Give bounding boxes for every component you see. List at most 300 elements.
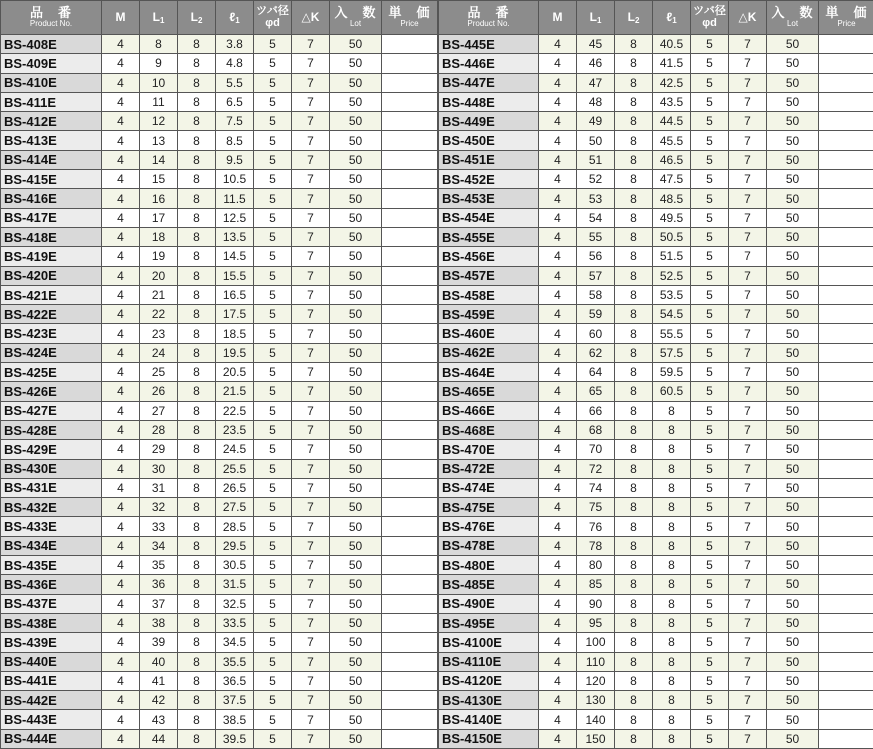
table-row — [1, 189, 438, 208]
product-no-cell: BS-431E — [1, 478, 102, 497]
lot-cell: 50 — [767, 35, 819, 54]
k-cell: 7 — [292, 652, 330, 671]
m-cell: 4 — [539, 363, 577, 382]
table-row — [439, 420, 873, 439]
price-cell — [382, 150, 438, 169]
k-cell: 7 — [729, 208, 767, 227]
lot-cell: 50 — [330, 613, 382, 632]
l1-cell: 17 — [140, 208, 178, 227]
l2-cell: 8 — [615, 536, 653, 555]
l2-cell: 8 — [615, 54, 653, 73]
product-no-cell: BS-445E — [439, 35, 539, 54]
m-cell: 4 — [102, 517, 140, 536]
lot-cell: 50 — [767, 112, 819, 131]
l1-cell: 46 — [577, 54, 615, 73]
ell1-cell: 38.5 — [216, 710, 254, 729]
price-cell — [382, 633, 438, 652]
l1-cell: 59 — [577, 305, 615, 324]
l1-cell: 26 — [140, 382, 178, 401]
table-row — [439, 150, 873, 169]
flange-diameter-cell: 5 — [254, 633, 292, 652]
flange-diameter-cell: 5 — [254, 575, 292, 594]
l2-cell: 8 — [615, 478, 653, 497]
k-cell: 7 — [729, 324, 767, 343]
k-cell: 7 — [729, 343, 767, 362]
l1-cell: 31 — [140, 478, 178, 497]
ell1-cell: 4.8 — [216, 54, 254, 73]
price-cell — [382, 517, 438, 536]
lot-cell: 50 — [330, 112, 382, 131]
k-cell: 7 — [729, 131, 767, 150]
lot-cell: 50 — [330, 652, 382, 671]
ell1-cell: 18.5 — [216, 324, 254, 343]
k-cell: 7 — [292, 170, 330, 189]
flange-diameter-cell: 5 — [254, 517, 292, 536]
table-row — [1, 440, 438, 459]
l2-cell: 8 — [178, 691, 216, 710]
flange-diameter-cell: 5 — [691, 401, 729, 420]
lot-cell: 50 — [767, 671, 819, 690]
price-cell — [382, 613, 438, 632]
k-cell: 7 — [292, 324, 330, 343]
product-no-cell: BS-427E — [1, 401, 102, 420]
lot-cell: 50 — [330, 285, 382, 304]
header-product-jp: 品 番 — [29, 5, 72, 21]
product-no-cell: BS-412E — [1, 112, 102, 131]
l1-cell: 76 — [577, 517, 615, 536]
product-no-cell: BS-480E — [439, 556, 539, 575]
l2-cell: 8 — [178, 671, 216, 690]
header-ell1: ℓ$_1$ — [216, 1, 254, 35]
m-cell: 4 — [539, 227, 577, 246]
table-row — [439, 35, 873, 54]
ell1-cell: 37.5 — [216, 691, 254, 710]
ell1-cell: 31.5 — [216, 575, 254, 594]
m-cell: 4 — [102, 324, 140, 343]
l1-cell: 28 — [140, 420, 178, 439]
ell1-cell: 14.5 — [216, 247, 254, 266]
price-cell — [382, 594, 438, 613]
ell1-cell: 20.5 — [216, 363, 254, 382]
header-k: △K — [729, 1, 767, 35]
l2-cell: 8 — [615, 35, 653, 54]
l2-cell: 8 — [615, 305, 653, 324]
m-cell: 4 — [539, 498, 577, 517]
l1-cell: 58 — [577, 285, 615, 304]
price-cell — [382, 652, 438, 671]
flange-diameter-cell: 5 — [691, 112, 729, 131]
l2-cell: 8 — [615, 633, 653, 652]
ell1-cell: 40.5 — [653, 35, 691, 54]
price-cell — [382, 498, 438, 517]
product-no-cell: BS-410E — [1, 73, 102, 92]
table-row — [439, 517, 873, 536]
l2-cell: 8 — [178, 189, 216, 208]
m-cell: 4 — [102, 691, 140, 710]
spec-table-right — [438, 0, 873, 749]
price-cell — [819, 73, 873, 92]
m-cell: 4 — [539, 92, 577, 111]
ell1-cell: 39.5 — [216, 729, 254, 748]
ell1-cell: 41.5 — [653, 54, 691, 73]
product-no-cell: BS-490E — [439, 594, 539, 613]
m-cell: 4 — [102, 613, 140, 632]
k-cell: 7 — [729, 73, 767, 92]
k-cell: 7 — [729, 613, 767, 632]
lot-cell: 50 — [767, 247, 819, 266]
flange-diameter-cell: 5 — [691, 575, 729, 594]
price-cell — [819, 671, 873, 690]
flange-diameter-cell: 5 — [254, 92, 292, 111]
flange-diameter-cell: 5 — [254, 594, 292, 613]
l2-cell: 8 — [615, 594, 653, 613]
lot-cell: 50 — [767, 498, 819, 517]
l2-cell: 8 — [178, 305, 216, 324]
table-row — [1, 498, 438, 517]
m-cell: 4 — [539, 710, 577, 729]
lot-cell: 50 — [330, 170, 382, 189]
price-cell — [382, 208, 438, 227]
lot-cell: 50 — [767, 691, 819, 710]
table-header — [1, 1, 438, 35]
k-cell: 7 — [292, 498, 330, 517]
l1-cell: 25 — [140, 363, 178, 382]
flange-diameter-cell: 5 — [254, 266, 292, 285]
k-cell: 7 — [729, 112, 767, 131]
price-cell — [819, 613, 873, 632]
k-cell: 7 — [292, 73, 330, 92]
l1-cell: 41 — [140, 671, 178, 690]
header-l2: $L_2$ — [178, 1, 216, 35]
product-no-cell: BS-421E — [1, 285, 102, 304]
lot-cell: 50 — [330, 556, 382, 575]
l1-cell: 39 — [140, 633, 178, 652]
k-cell: 7 — [292, 440, 330, 459]
l1-cell: 19 — [140, 247, 178, 266]
price-cell — [819, 440, 873, 459]
ell1-cell: 8 — [653, 498, 691, 517]
flange-diameter-cell: 5 — [691, 92, 729, 111]
m-cell: 4 — [539, 150, 577, 169]
k-cell: 7 — [292, 92, 330, 111]
price-cell — [382, 343, 438, 362]
k-cell: 7 — [292, 613, 330, 632]
table-row — [439, 247, 873, 266]
ell1-cell: 32.5 — [216, 594, 254, 613]
table-row — [439, 691, 873, 710]
lot-cell: 50 — [767, 517, 819, 536]
ell1-cell: 8 — [653, 575, 691, 594]
ell1-cell: 45.5 — [653, 131, 691, 150]
l1-cell: 62 — [577, 343, 615, 362]
price-cell — [819, 170, 873, 189]
flange-diameter-cell: 5 — [254, 112, 292, 131]
flange-diameter-cell: 5 — [254, 710, 292, 729]
price-cell — [819, 652, 873, 671]
ell1-cell: 8 — [653, 729, 691, 748]
product-no-cell: BS-426E — [1, 382, 102, 401]
product-no-cell: BS-466E — [439, 401, 539, 420]
table-row — [1, 363, 438, 382]
ell1-cell: 26.5 — [216, 478, 254, 497]
ell1-cell: 10.5 — [216, 170, 254, 189]
product-no-cell: BS-433E — [1, 517, 102, 536]
lot-cell: 50 — [767, 305, 819, 324]
m-cell: 4 — [102, 247, 140, 266]
price-cell — [819, 247, 873, 266]
table-row — [1, 247, 438, 266]
k-cell: 7 — [292, 150, 330, 169]
flange-diameter-cell: 5 — [254, 420, 292, 439]
table-row — [439, 671, 873, 690]
product-no-cell: BS-434E — [1, 536, 102, 555]
k-cell: 7 — [729, 440, 767, 459]
flange-diameter-cell: 5 — [254, 691, 292, 710]
l2-cell: 8 — [178, 517, 216, 536]
product-no-cell: BS-4110E — [439, 652, 539, 671]
table-row — [1, 517, 438, 536]
lot-cell: 50 — [330, 671, 382, 690]
l1-cell: 44 — [140, 729, 178, 748]
l2-cell: 8 — [615, 170, 653, 189]
l1-cell: 48 — [577, 92, 615, 111]
flange-diameter-cell: 5 — [691, 266, 729, 285]
flange-diameter-cell: 5 — [254, 498, 292, 517]
l1-cell: 15 — [140, 170, 178, 189]
table-row — [439, 729, 873, 748]
lot-cell: 50 — [330, 382, 382, 401]
ell1-cell: 43.5 — [653, 92, 691, 111]
l1-cell: 21 — [140, 285, 178, 304]
k-cell: 7 — [729, 691, 767, 710]
lot-cell: 50 — [767, 208, 819, 227]
table-row — [439, 556, 873, 575]
table-row — [439, 131, 873, 150]
price-cell — [382, 459, 438, 478]
ell1-cell: 51.5 — [653, 247, 691, 266]
k-cell: 7 — [729, 671, 767, 690]
l2-cell: 8 — [615, 227, 653, 246]
l1-cell: 33 — [140, 517, 178, 536]
table-row — [1, 112, 438, 131]
l1-cell: 47 — [577, 73, 615, 92]
l1-cell: 80 — [577, 556, 615, 575]
l2-cell: 8 — [178, 420, 216, 439]
product-no-cell: BS-4130E — [439, 691, 539, 710]
table-row — [1, 729, 438, 748]
flange-diameter-cell: 5 — [691, 652, 729, 671]
price-cell — [819, 691, 873, 710]
l1-cell: 37 — [140, 594, 178, 613]
lot-cell: 50 — [767, 401, 819, 420]
product-no-cell: BS-472E — [439, 459, 539, 478]
m-cell: 4 — [102, 401, 140, 420]
l2-cell: 8 — [178, 150, 216, 169]
m-cell: 4 — [102, 382, 140, 401]
lot-cell: 50 — [767, 170, 819, 189]
price-cell — [382, 54, 438, 73]
l2-cell: 8 — [615, 131, 653, 150]
flange-diameter-cell: 5 — [254, 131, 292, 150]
l1-cell: 57 — [577, 266, 615, 285]
k-cell: 7 — [729, 35, 767, 54]
l1-cell: 20 — [140, 266, 178, 285]
flange-diameter-cell: 5 — [254, 613, 292, 632]
l1-cell: 95 — [577, 613, 615, 632]
flange-diameter-cell: 5 — [254, 73, 292, 92]
l2-cell: 8 — [615, 517, 653, 536]
lot-cell: 50 — [767, 382, 819, 401]
product-no-cell: BS-418E — [1, 227, 102, 246]
ell1-cell: 28.5 — [216, 517, 254, 536]
table-row — [1, 170, 438, 189]
product-no-cell: BS-444E — [1, 729, 102, 748]
ell1-cell: 42.5 — [653, 73, 691, 92]
table-row — [1, 671, 438, 690]
flange-diameter-cell: 5 — [254, 208, 292, 227]
l2-cell: 8 — [615, 324, 653, 343]
m-cell: 4 — [539, 652, 577, 671]
price-cell — [819, 594, 873, 613]
lot-cell: 50 — [767, 363, 819, 382]
table-row — [1, 266, 438, 285]
l2-cell: 8 — [615, 401, 653, 420]
m-cell: 4 — [539, 420, 577, 439]
l1-cell: 56 — [577, 247, 615, 266]
price-cell — [819, 208, 873, 227]
lot-cell: 50 — [767, 440, 819, 459]
l1-cell: 110 — [577, 652, 615, 671]
flange-diameter-cell: 5 — [691, 478, 729, 497]
ell1-cell: 8 — [653, 536, 691, 555]
m-cell: 4 — [539, 35, 577, 54]
l1-cell: 32 — [140, 498, 178, 517]
ell1-cell: 8 — [653, 652, 691, 671]
product-no-cell: BS-451E — [439, 150, 539, 169]
l2-cell: 8 — [178, 556, 216, 575]
table-row — [1, 459, 438, 478]
table-row — [439, 363, 873, 382]
l2-cell: 8 — [615, 92, 653, 111]
lot-cell: 50 — [767, 285, 819, 304]
table-row — [439, 266, 873, 285]
flange-diameter-cell: 5 — [691, 150, 729, 169]
table-row — [439, 710, 873, 729]
lot-cell: 50 — [330, 73, 382, 92]
ell1-cell: 8 — [653, 401, 691, 420]
l1-cell: 24 — [140, 343, 178, 362]
l1-cell: 70 — [577, 440, 615, 459]
product-no-cell: BS-4120E — [439, 671, 539, 690]
k-cell: 7 — [292, 517, 330, 536]
m-cell: 4 — [102, 652, 140, 671]
l1-cell: 75 — [577, 498, 615, 517]
header-product-no: 品 番 Product No. — [439, 1, 539, 35]
flange-diameter-cell: 5 — [691, 671, 729, 690]
lot-cell: 50 — [767, 575, 819, 594]
ell1-cell: 57.5 — [653, 343, 691, 362]
l2-cell: 8 — [178, 633, 216, 652]
l2-cell: 8 — [615, 671, 653, 690]
m-cell: 4 — [102, 170, 140, 189]
price-cell — [382, 35, 438, 54]
product-no-cell: BS-495E — [439, 613, 539, 632]
flange-diameter-cell: 5 — [691, 343, 729, 362]
flange-diameter-cell: 5 — [691, 710, 729, 729]
lot-cell: 50 — [767, 478, 819, 497]
flange-diameter-cell: 5 — [691, 35, 729, 54]
l1-cell: 53 — [577, 189, 615, 208]
flange-diameter-cell: 5 — [691, 420, 729, 439]
price-cell — [382, 729, 438, 748]
l1-cell: 13 — [140, 131, 178, 150]
k-cell: 7 — [729, 92, 767, 111]
price-cell — [382, 131, 438, 150]
table-row — [1, 536, 438, 555]
header-l2: $L_2$ — [615, 1, 653, 35]
table-row — [1, 285, 438, 304]
table-row — [439, 170, 873, 189]
header-flange-diameter: ツバ径 φd — [691, 1, 729, 35]
lot-cell: 50 — [767, 150, 819, 169]
l2-cell: 8 — [615, 343, 653, 362]
ell1-cell: 46.5 — [653, 150, 691, 169]
m-cell: 4 — [539, 54, 577, 73]
k-cell: 7 — [729, 170, 767, 189]
product-no-cell: BS-424E — [1, 343, 102, 362]
ell1-cell: 8.5 — [216, 131, 254, 150]
table-row — [439, 208, 873, 227]
k-cell: 7 — [729, 266, 767, 285]
ell1-cell: 60.5 — [653, 382, 691, 401]
k-cell: 7 — [729, 285, 767, 304]
l1-cell: 120 — [577, 671, 615, 690]
l1-cell: 43 — [140, 710, 178, 729]
flange-diameter-cell: 5 — [691, 594, 729, 613]
k-cell: 7 — [729, 420, 767, 439]
l2-cell: 8 — [178, 536, 216, 555]
product-no-cell: BS-475E — [439, 498, 539, 517]
header-lot: 入 数 Lot — [330, 1, 382, 35]
lot-cell: 50 — [330, 691, 382, 710]
m-cell: 4 — [102, 73, 140, 92]
k-cell: 7 — [729, 536, 767, 555]
k-cell: 7 — [729, 363, 767, 382]
k-cell: 7 — [292, 382, 330, 401]
lot-cell: 50 — [330, 266, 382, 285]
header-l1: $L_1$ — [577, 1, 615, 35]
l2-cell: 8 — [615, 382, 653, 401]
l2-cell: 8 — [178, 652, 216, 671]
l2-cell: 8 — [178, 729, 216, 748]
m-cell: 4 — [102, 594, 140, 613]
table-row — [439, 459, 873, 478]
table-row — [1, 131, 438, 150]
l1-cell: 51 — [577, 150, 615, 169]
ell1-cell: 29.5 — [216, 536, 254, 555]
k-cell: 7 — [292, 478, 330, 497]
ell1-cell: 13.5 — [216, 227, 254, 246]
table-row — [439, 73, 873, 92]
lot-cell: 50 — [330, 594, 382, 613]
m-cell: 4 — [539, 247, 577, 266]
product-no-cell: BS-432E — [1, 498, 102, 517]
product-no-cell: BS-465E — [439, 382, 539, 401]
price-cell — [819, 285, 873, 304]
price-cell — [382, 691, 438, 710]
l2-cell: 8 — [178, 440, 216, 459]
price-cell — [819, 517, 873, 536]
